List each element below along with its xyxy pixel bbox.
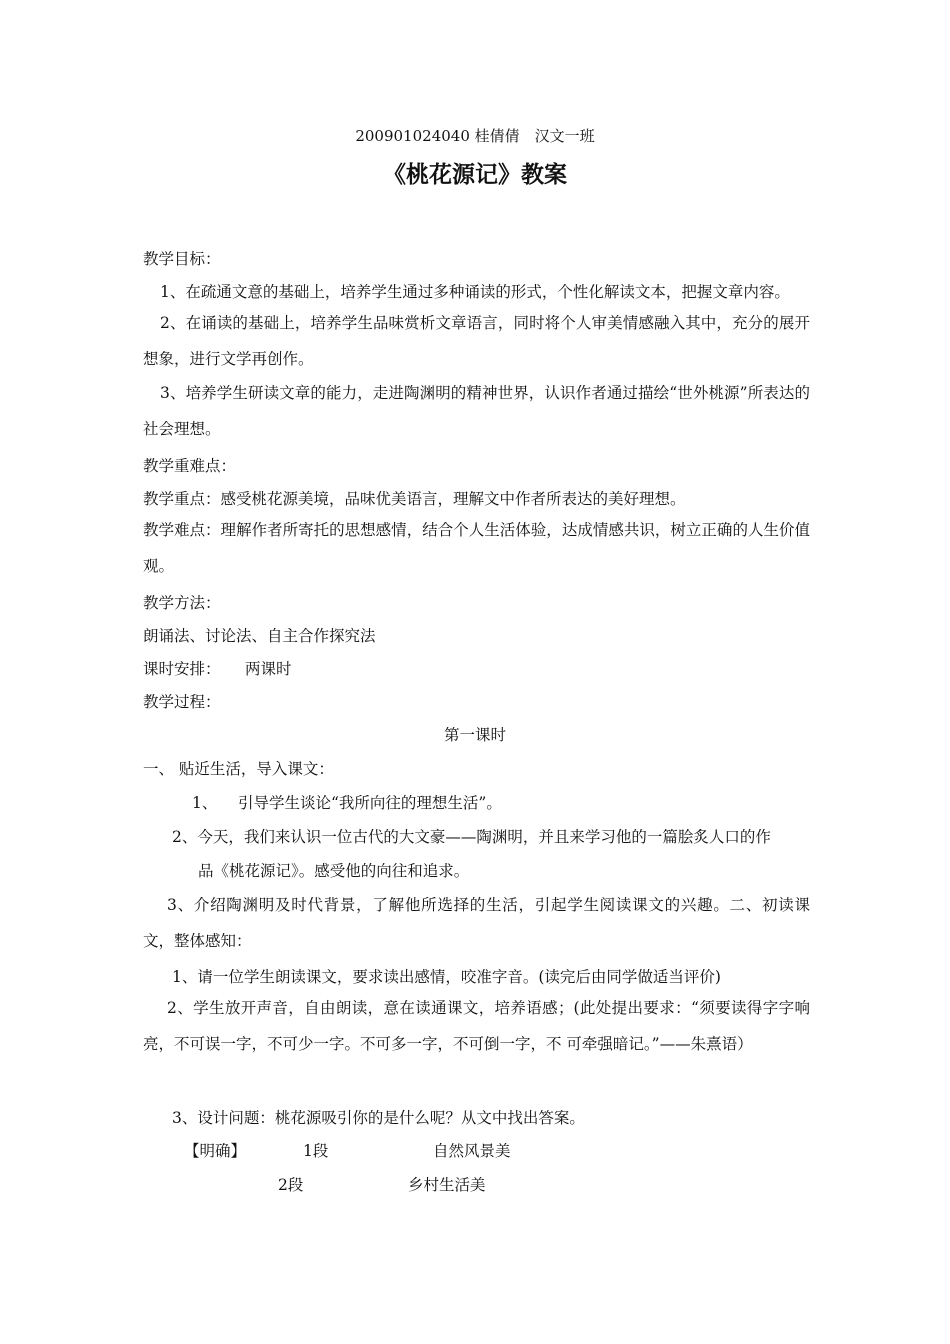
answer-2-beauty: 乡村生活美 bbox=[408, 1176, 486, 1194]
answer-2-para: 2段 bbox=[278, 1176, 304, 1194]
objective-item-1: 1、在疏通文意的基础上，培养学生通过多种诵读的形式，个性化解读文本，把握文章内容。 bbox=[160, 283, 790, 301]
author-line: 200901024040 桂倩倩 汉文一班 bbox=[355, 127, 595, 145]
answer-1-para: 1段 bbox=[303, 1142, 329, 1160]
s2-item-3: 3、设计问题：桃花源吸引你的是什么呢？从文中找出答案。 bbox=[172, 1109, 585, 1127]
teaching-focus: 教学重点：感受桃花源美境，品味优美语言，理解文中作者所表达的美好理想。 bbox=[143, 490, 686, 508]
schedule-label: 课时安排： bbox=[143, 660, 221, 678]
lesson-title: 第一课时 bbox=[443, 726, 506, 744]
answer-1-beauty: 自然风景美 bbox=[433, 1142, 511, 1160]
s1-item-1-text: 引导学生谈论“我所向往的理想生活”。 bbox=[238, 794, 502, 812]
s1-item-2-line-2: 品《桃花源记》。感受他的向往和追求。 bbox=[198, 862, 470, 880]
methods-heading: 教学方法： bbox=[143, 594, 221, 612]
s2-item-2: 2、学生放开声音，自由朗读，意在读通课文，培养语感；(此处提出要求：“须要读得字字响亮，不可误一字，不可少一字。不可多一字，不可倒一字，不 可牵强暗记。”——朱熹语） bbox=[143, 999, 810, 1053]
section-1-title: 一、 贴近生活，导入课文： bbox=[143, 760, 334, 778]
process-heading: 教学过程： bbox=[143, 693, 221, 711]
schedule-value: 两课时 bbox=[245, 660, 292, 678]
document-title: 《桃花源记》教案 bbox=[383, 162, 567, 188]
objective-item-2: 2、在诵读的基础上，培养学生品味赏析文章语言，同时将个人审美情感融入其中，充分的展开想象，进行文学再创作。 bbox=[143, 314, 810, 368]
objective-item-3: 3、培养学生研读文章的能力，走进陶渊明的精神世界，认识作者通过描绘“世外桃源”所表达的社会理想。 bbox=[143, 384, 810, 438]
objectives-heading: 教学目标： bbox=[143, 250, 221, 268]
methods-text: 朗诵法、讨论法、自主合作探究法 bbox=[143, 627, 376, 645]
answer-label: 【明确】 bbox=[184, 1142, 247, 1160]
s1-item-2-line-1: 2、今天，我们来认识一位古代的大文豪——陶渊明，并且来学习他的一篇脍炙人口的作 bbox=[172, 828, 771, 846]
key-points-heading: 教学重难点： bbox=[143, 457, 237, 475]
s1-item-3: 3、介绍陶渊明及时代背景，了解他所选择的生活，引起学生阅读课文的兴趣。二、初读课文，整体感知： bbox=[143, 896, 810, 950]
s1-item-1-number: 1、 bbox=[192, 794, 218, 812]
s2-item-1: 1、请一位学生朗读课文，要求读出感情，咬准字音。(读完后由同学做适当评价) bbox=[172, 968, 721, 986]
teaching-difficulty: 教学难点：理解作者所寄托的思想感情，结合个人生活体验，达成情感共识，树立正确的人生价值观。 bbox=[143, 521, 810, 575]
